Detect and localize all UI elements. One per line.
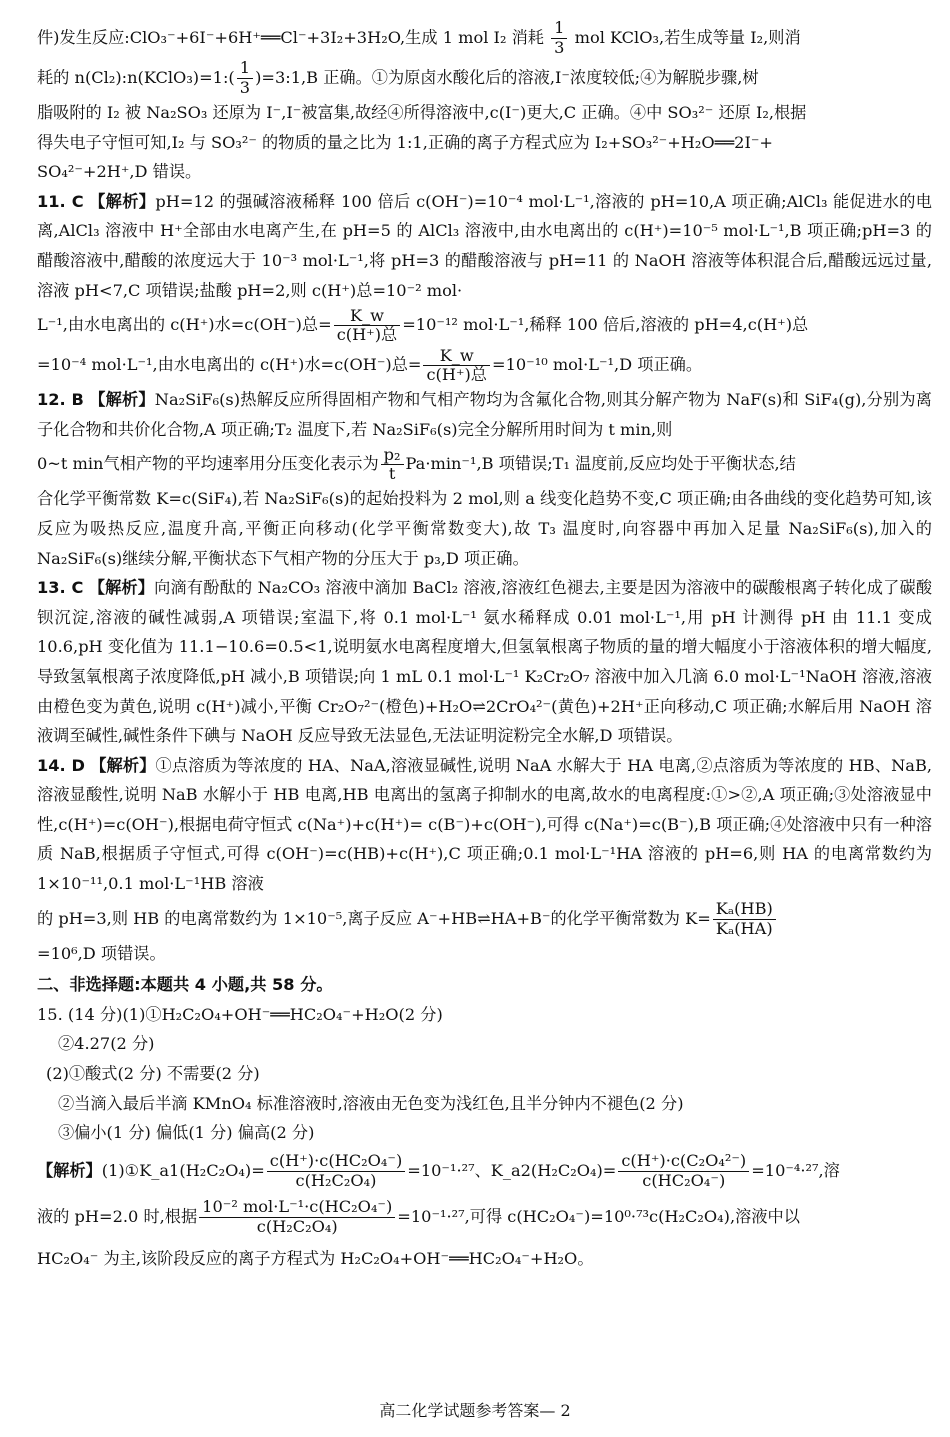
frac-den: c(H⁺)总 — [426, 365, 487, 385]
frac-num: c(H⁺)·c(HC₂O₄⁻) — [267, 1152, 406, 1172]
question-12 — [37, 385, 932, 573]
frac-den: 3 — [554, 38, 565, 57]
q15-answer-2: ②4.27(2 分) — [58, 1034, 155, 1054]
text: =10⁻⁴ mol·L⁻¹,由水电离出的 c(H⁺)水=c(OH⁻)总= — [37, 355, 422, 375]
text: )=3:1,B 正确。①为原卤水酸化后的溶液,I⁻浓度较低;④为解脱步骤,树 — [255, 68, 759, 87]
text: 件)发生反应:ClO₃⁻+6I⁻+6H⁺══Cl⁻+3I₂+3H₂O,生成 1 mol I₂ 消耗 — [37, 28, 544, 47]
text: 耗的 n(Cl₂):n(KClO₃)=1:( — [37, 68, 235, 87]
text: =10⁻¹² mol·L⁻¹,稀释 100 倍后,溶液的 pH=4,c(H⁺)总 — [402, 315, 809, 335]
text: 的 pH=3,则 HB 的电离常数约为 1×10⁻⁵,离子反应 A⁻+HB⇌HA+B⁻的化学平衡常数为 K= — [37, 908, 711, 928]
frac-den: c(H₂C₂O₄) — [256, 1216, 338, 1236]
frac-den: c(H₂C₂O₄) — [295, 1170, 377, 1190]
frac-num: 1 — [237, 59, 253, 79]
frac-den: Kₐ(HA) — [715, 918, 773, 938]
frac-num: p₂ — [381, 446, 404, 466]
text: 液的 pH=2.0 时,根据 — [37, 1206, 198, 1226]
q15-answer-3: (2)①酸式(2 分) 不需要(2 分) — [46, 1064, 260, 1084]
frac-num: c(H⁺)·c(C₂O₄²⁻) — [618, 1152, 749, 1172]
q10-continuation — [37, 18, 932, 187]
text: =10⁻¹·²⁷,可得 c(HC₂O₄⁻)=10⁰·⁷³c(H₂C₂O₄),溶液中以 — [397, 1206, 800, 1226]
fraction — [551, 19, 567, 57]
text: =10⁻⁴·²⁷,溶 — [751, 1160, 840, 1180]
fraction — [267, 1152, 406, 1190]
text: Pa·min⁻¹,B 项错误;T₁ 温度前,反应均处于平衡状态,结 — [405, 454, 796, 474]
frac-num: 10⁻² mol·L⁻¹·c(HC₂O₄⁻) — [199, 1198, 395, 1218]
q10-line-2 — [37, 58, 932, 98]
analysis-tag: 【解析】 — [88, 578, 155, 598]
q15-answer-4: ②当滴入最后半滴 KMnO₄ 标准溶液时,溶液由无色变为浅红色,且半分钟内不褪色(2 分) — [58, 1093, 684, 1113]
text: 0~t min气相产物的平均速率用分压变化表示为 — [37, 454, 379, 474]
q11-line-formula-2 — [37, 345, 932, 385]
fraction — [199, 1198, 395, 1236]
analysis-tag: 【解析】 — [90, 755, 156, 775]
question-number: 12. B — [37, 390, 84, 410]
section-heading: 二、非选择题:本题共 4 小题,共 58 分。 — [37, 975, 333, 995]
q15-answer-5: ③偏小(1 分) 偏低(1 分) 偏高(2 分) — [58, 1123, 315, 1143]
q10-line-4: 得失电子守恒可知,I₂ 与 SO₃²⁻ 的物质的量之比为 1:1,正确的离子方程式应为 I₂+SO₃²⁻+H₂O══2I⁻+ — [37, 132, 773, 152]
q10-line-1 — [37, 18, 932, 58]
text: mol KClO₃,若生成等量 I₂,则消 — [574, 28, 801, 47]
question-11 — [37, 187, 932, 385]
question-13 — [37, 573, 932, 751]
q12-line-formula — [37, 444, 932, 484]
frac-num: K_w — [334, 307, 401, 327]
question-14 — [37, 751, 932, 969]
analysis-tag: 【解析】 — [89, 191, 156, 211]
text: (1)①K_a1(H₂C₂O₄)= — [101, 1160, 265, 1180]
frac-den: t — [388, 464, 396, 484]
q14-line-formula — [37, 899, 932, 939]
fraction — [381, 446, 404, 484]
text: Na₂SiF₆(s)热解反应所得固相产物和气相产物均为含氟化合物,则其分解产物为 NaF(s)和 SiF₄(g),分别为离子化合物和共价化合物,A 项正确;T₂ 温度下,若 Na₂SiF₆(s)完全分解所用时间为 t min,则 — [37, 390, 932, 439]
text: pH=12 的强碱溶液稀释 100 倍后 c(OH⁻)=10⁻⁴ mol·L⁻¹,溶液的 pH=10,A 项正确;AlCl₃ 能促进水的电离,AlCl₃ 溶液中 H⁺全部由水电离产生,在 pH=5 的 AlCl₃ 溶液中,由水电离出的 c(H⁺)=10⁻⁵ mol·L⁻¹,B 项正确;pH=3 的醋酸溶液中,醋酸的浓度远大于 10⁻³ mol·L⁻¹,将 pH=3 的醋酸溶液与 pH=11 的 NaOH 溶液等体积混合后,醋酸远远过量,溶液 pH<7,C 项错误;盐酸 pH=2,则 c(H⁺)总=10⁻² mol· — [37, 191, 932, 300]
answer-page — [37, 18, 932, 1273]
question-number: 11. C — [37, 191, 84, 211]
q10-line-5: SO₄²⁻+2H⁺,D 错误。 — [37, 162, 202, 182]
question-15 — [37, 1000, 932, 1274]
text: L⁻¹,由水电离出的 c(H⁺)水=c(OH⁻)总= — [37, 315, 332, 335]
text: =10⁻¹·²⁷、K_a2(H₂C₂O₄)= — [407, 1160, 617, 1180]
frac-num: 1 — [551, 19, 567, 39]
q11-line-formula-1 — [37, 305, 932, 345]
q10-line-3: 脂吸附的 I₂ 被 Na₂SO₃ 还原为 I⁻,I⁻被富集,故经④所得溶液中,c(I⁻)更大,C 正确。④中 SO₃²⁻ 还原 I₂,根据 — [37, 103, 807, 122]
fraction — [423, 347, 490, 385]
page-footer: 高二化学试题参考答案— 2 — [379, 1401, 571, 1420]
question-number: 13. C — [37, 578, 84, 598]
fraction — [618, 1152, 749, 1190]
text: 向滴有酚酞的 Na₂CO₃ 溶液中滴加 BaCl₂ 溶液,溶液红色褪去,主要是因为溶液中的碳酸根离子转化成了碳酸钡沉淀,溶液的碱性减弱,A 项错误;室温下,将 0.1 mol·L⁻¹ 氨水稀释成 0.01 mol·L⁻¹,用 pH 计测得 pH 由 11.1 变成 10.6,pH 变化值为 11.1−10.6=0.5<1,说明氨水电离程度增大,但氢氧根离子物质的量的增大幅度小于溶液体积的增大幅度,导致氢氧根离子浓度降低,pH 减小,B 项错误;向 1 mL 0.1 mol·L⁻¹ K₂Cr₂O₇ 溶液中加入几滴 6.0 mol·L⁻¹NaOH 溶液,溶液由橙色变为黄色,说明 c(H⁺)减小,平衡 Cr₂O₇²⁻(橙色)+H₂O⇌2CrO₄²⁻(黄色)+2H⁺正向移动,C 项正确;水解后用 NaOH 溶液调至碱性,碱性条件下碘与 NaOH 反应导致无法显色,无法证明淀粉完全水解,D 项错误。 — [37, 578, 933, 746]
frac-den: c(H⁺)总 — [336, 325, 398, 345]
frac-num: K_w — [423, 347, 490, 367]
q15-analysis-line-2 — [37, 1194, 932, 1240]
q14-end: =10⁶,D 项错误。 — [37, 943, 166, 963]
fraction — [334, 307, 401, 345]
analysis-tag: 【解析】 — [37, 1160, 102, 1180]
analysis-tag: 【解析】 — [89, 390, 155, 410]
q12-rest: 合化学平衡常数 K=c(SiF₄),若 Na₂SiF₆(s)的起始投料为 2 mol,则 a 线变化趋势不变,C 项正确;由各曲线的变化趋势可知,该反应为吸热反应,温度升高,平衡正向移动(化学平衡常数变大),故 T₃ 温度时,向容器中再加入足量 Na₂SiF₆(s),加入的 Na₂SiF₆(s)继续分解,平衡状态下气相产物的分压大于 p₃,D 项正确。 — [37, 489, 932, 568]
frac-den: 3 — [239, 78, 251, 97]
q15-analysis-line-1 — [37, 1148, 932, 1194]
question-number: 14. D — [37, 755, 85, 775]
q15-analysis-line-3: HC₂O₄⁻ 为主,该阶段反应的离子方程式为 H₂C₂O₄+OH⁻══HC₂O₄⁻+H₂O。 — [37, 1248, 594, 1268]
frac-den: c(HC₂O₄⁻) — [642, 1170, 726, 1190]
fraction — [237, 59, 253, 97]
q15-answer-1: 15. (14 分)(1)①H₂C₂O₄+OH⁻══HC₂O₄⁻+H₂O(2 分) — [37, 1004, 443, 1024]
text: =10⁻¹⁰ mol·L⁻¹,D 项正确。 — [492, 355, 703, 375]
text: ①点溶质为等浓度的 HA、NaA,溶液显碱性,说明 NaA 水解大于 HA 电离,②点溶质为等浓度的 HB、NaB,溶液显酸性,说明 NaB 水解小于 HB 电离,HB 电离出的氢离子抑制水的电离,故水的电离程度:①>②,A 项正确;③处溶液显中性,c(H⁺)=c(OH⁻),根据电荷守恒式 c(Na⁺)+c(H⁺)= c(B⁻)+c(OH⁻),可得 c(Na⁺)=c(B⁻),B 项正确;④处溶液中只有一种溶质 NaB,根据质子守恒式,可得 c(OH⁻)=c(HB)+c(H⁺),C 项正确;0.1 mol·L⁻¹HA 溶液的 pH=6,则 HA 的电离常数约为 1×10⁻¹¹,0.1 mol·L⁻¹HB 溶液 — [37, 755, 932, 894]
fraction — [713, 900, 776, 938]
frac-num: Kₐ(HB) — [713, 900, 776, 920]
